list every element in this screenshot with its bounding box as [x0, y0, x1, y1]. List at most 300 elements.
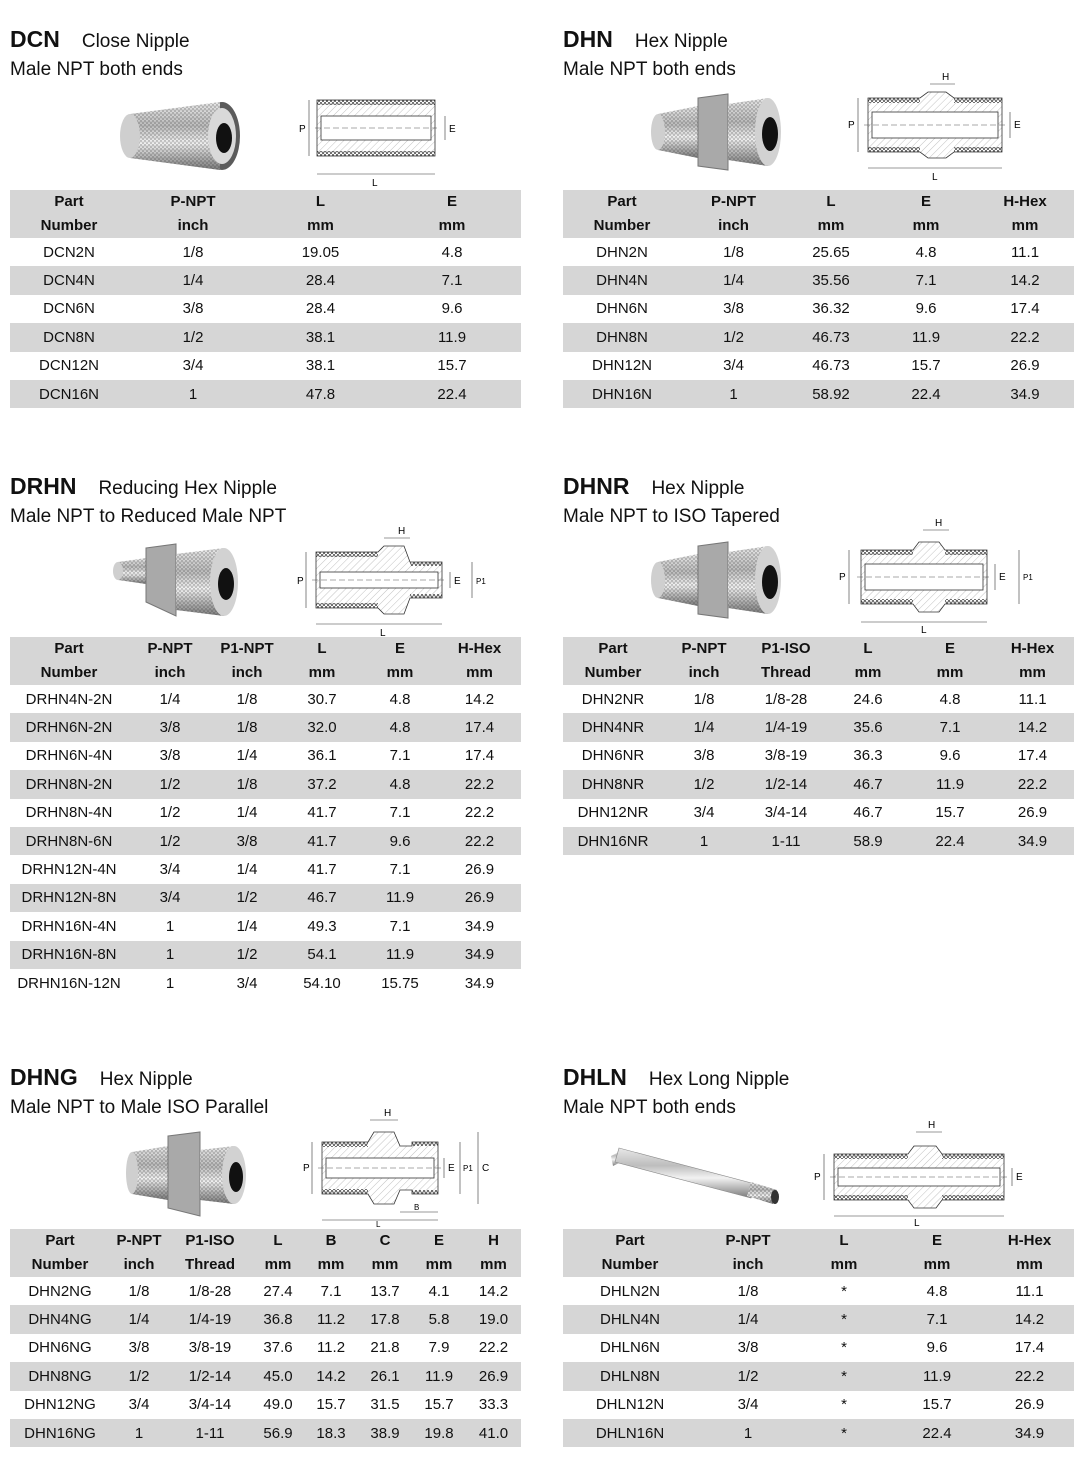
dim-label-e: E: [448, 1163, 455, 1174]
table-cell: 1: [165, 946, 175, 964]
table-cell: 25.65: [812, 243, 850, 261]
table-cell: 11.9: [911, 328, 941, 346]
table-cell: 15.7: [922, 1396, 952, 1414]
table-cell: 3/8: [236, 832, 258, 850]
table-cell: 22.2: [478, 1339, 509, 1357]
dim-label-e: E: [1016, 1172, 1023, 1183]
column-header: [10, 190, 128, 238]
table-cell: *: [841, 1424, 847, 1442]
table-cell: DHN6NG: [28, 1339, 92, 1357]
table-cell: 1/2: [159, 804, 181, 822]
table-cell: 26.9: [1010, 357, 1040, 375]
table-row: [563, 1334, 1074, 1362]
product-photo: [115, 92, 245, 178]
table-cell: 36.1: [307, 747, 337, 765]
table-cell: *: [841, 1396, 847, 1414]
dimension-drawing: [835, 516, 1045, 634]
table-cell: 41.7: [307, 832, 337, 850]
dim-label-c: C: [482, 1163, 490, 1174]
column-header: [663, 637, 745, 685]
table-cell: DHLN16N: [595, 1424, 665, 1442]
col-header: mm: [425, 1256, 453, 1273]
table-cell: 1/8-28: [188, 1282, 232, 1300]
table-cell: 15.75: [381, 974, 419, 992]
dim-label-p: P: [299, 124, 306, 135]
product-code: DHN: [563, 26, 613, 52]
table-row: [10, 912, 521, 940]
table-cell: 3/4-14: [764, 804, 808, 822]
product-subtitle: Male NPT to Reduced Male NPT: [10, 506, 287, 527]
table-cell: 3/8: [182, 300, 204, 318]
col-header: mm: [923, 1256, 951, 1273]
table-cell: 1/4-19: [764, 719, 808, 737]
table-cell: 58.9: [853, 832, 883, 850]
table-row: [10, 685, 521, 713]
col-header: mm: [317, 1256, 345, 1273]
table-row: [563, 295, 1074, 323]
col-header: mm: [480, 1256, 507, 1273]
table-cell: DHN16NR: [577, 832, 649, 850]
col-header: L: [273, 1232, 283, 1249]
col-header: Part: [615, 1232, 645, 1249]
table-cell: 11.9: [922, 1367, 952, 1385]
table-cell: 1/4: [159, 690, 181, 708]
table-row: [563, 827, 1074, 855]
table-cell: DCN8N: [43, 328, 95, 346]
col-header: mm: [264, 1256, 292, 1273]
dim-label-p1: P1: [476, 577, 486, 586]
table-cell: 58.92: [812, 385, 850, 403]
dim-label-h: H: [928, 1120, 936, 1131]
table-cell: 7.1: [441, 272, 463, 290]
table-cell: 1/2: [236, 946, 258, 964]
col-header: E: [446, 193, 457, 210]
table-cell: DRHN16N-4N: [21, 917, 117, 935]
table-cell: DHN12NG: [24, 1396, 96, 1414]
table-header-row: [10, 190, 521, 238]
table-cell: 31.5: [370, 1396, 400, 1414]
table-cell: 26.9: [464, 861, 495, 879]
product-name: Hex Nipple: [634, 31, 728, 52]
table-cell: *: [841, 1367, 847, 1385]
col-header: inch: [718, 217, 749, 234]
table-cell: 11.2: [316, 1311, 346, 1329]
product-photo: [126, 1130, 256, 1220]
table-cell: 26.9: [464, 889, 495, 907]
dim-label-p: P: [848, 120, 855, 131]
table-cell: 14.2: [464, 690, 495, 708]
table-cell: 46.7: [853, 804, 883, 822]
table-row: [10, 884, 521, 912]
table-cell: 3/4: [236, 974, 258, 992]
col-header: H-Hex: [1003, 193, 1047, 210]
table-cell: 15.7: [316, 1396, 346, 1414]
table-row: [563, 770, 1074, 798]
table-cell: DHN16N: [591, 385, 652, 403]
col-header: Number: [593, 217, 651, 234]
table-row: [10, 380, 521, 408]
table-cell: *: [841, 1282, 847, 1300]
table-cell: 11.2: [316, 1339, 346, 1357]
column-header: [362, 637, 438, 685]
table-row: [10, 941, 521, 969]
table-cell: 3/8: [159, 747, 181, 765]
table-cell: 3/8: [737, 1339, 759, 1357]
column-header: [10, 637, 128, 685]
table-cell: 34.9: [1014, 1424, 1045, 1442]
table-cell: 3/8: [723, 300, 744, 318]
dim-label-l: L: [380, 628, 386, 638]
dim-label-e: E: [454, 576, 461, 587]
dim-label-l: L: [921, 625, 927, 634]
table-cell: 11.1: [1018, 690, 1047, 708]
col-header: B: [325, 1232, 337, 1249]
table-cell: 1/4: [182, 272, 204, 290]
table-cell: 1: [165, 917, 175, 935]
col-unit: Number: [40, 217, 98, 234]
table-cell: 1/4: [236, 917, 258, 935]
col-header: mm: [466, 664, 493, 681]
table-cell: 49.3: [307, 917, 337, 935]
column-header: [745, 637, 827, 685]
table-cell: 37.2: [307, 775, 337, 793]
table-cell: DCN6N: [43, 300, 95, 318]
table-cell: 1/2: [693, 775, 715, 793]
table-cell: 46.7: [307, 889, 337, 907]
table-cell: 1/4: [236, 747, 258, 765]
col-unit: mm: [438, 217, 466, 234]
table-cell: 11.1: [1015, 1282, 1044, 1300]
column-header: [563, 1229, 697, 1277]
table-cell: 46.7: [853, 775, 883, 793]
table-cell: 4.8: [939, 690, 961, 708]
dim-label-e: E: [1014, 120, 1021, 131]
table-cell: 1/4: [737, 1311, 759, 1329]
col-header: P1-ISO: [761, 640, 811, 657]
table-cell: 17.4: [464, 747, 495, 765]
table-row: [10, 855, 521, 883]
table-cell: 30.7: [307, 690, 337, 708]
column-header: [128, 637, 212, 685]
dim-label-p: P: [814, 1172, 821, 1183]
table-row: [10, 770, 521, 798]
table-cell: DHN12N: [591, 357, 652, 375]
table-cell: 1/4: [236, 861, 258, 879]
table-cell: 22.2: [1014, 1367, 1045, 1385]
table-cell: 3/4: [182, 357, 204, 375]
table-row: [10, 1334, 521, 1362]
dim-label-h: H: [942, 72, 950, 83]
column-header: [786, 190, 876, 238]
table-row: [563, 323, 1074, 351]
col-header: E: [433, 1232, 444, 1249]
column-header: [383, 190, 521, 238]
product-name: Close Nipple: [81, 31, 190, 52]
table-cell: 4.1: [428, 1282, 450, 1300]
col-header: H-Hex: [457, 640, 502, 657]
col-header: mm: [1019, 664, 1046, 681]
table-cell: DHLN6N: [599, 1339, 660, 1357]
table-cell: DHN6N: [596, 300, 648, 318]
dim-label-h: H: [398, 526, 406, 537]
table-row: [563, 713, 1074, 741]
col-header: inch: [123, 1256, 155, 1273]
table-cell: 36.32: [812, 300, 850, 318]
column-header: [563, 637, 663, 685]
table-cell: 7.1: [926, 1311, 948, 1329]
product-code: DRHN: [10, 473, 77, 499]
table-cell: 4.8: [915, 243, 937, 261]
table-cell: 1/4: [723, 272, 744, 290]
col-header: P1-ISO: [185, 1232, 235, 1249]
col-header: P-NPT: [116, 1232, 162, 1249]
table-cell: 22.4: [922, 1424, 952, 1442]
col-header: mm: [386, 664, 414, 681]
col-header: Thread: [184, 1256, 235, 1273]
table-row: [10, 742, 521, 770]
table-cell: 13.7: [370, 1282, 400, 1300]
col-header: mm: [1011, 217, 1039, 234]
col-header: Part: [54, 193, 84, 210]
dimension-drawing: [295, 90, 465, 190]
table-cell: 15.7: [911, 357, 941, 375]
table-cell: 18.3: [316, 1424, 346, 1442]
dim-label-e: E: [999, 572, 1006, 583]
table-cell: DHN16NG: [24, 1424, 96, 1442]
column-header: [697, 1229, 799, 1277]
table-header-row: [10, 637, 521, 685]
table-cell: 3/4: [159, 889, 181, 907]
dim-label-p1: P1: [463, 1164, 473, 1173]
table-cell: 14.2: [478, 1282, 509, 1300]
table-cell: DHN12NR: [577, 804, 649, 822]
product-subtitle: Male NPT both ends: [563, 1097, 736, 1118]
product-subtitle: Male NPT to Male ISO Parallel: [10, 1097, 269, 1118]
dimension-drawing: [840, 70, 1030, 182]
table-cell: DRHN12N-8N: [21, 889, 117, 907]
col-header: mm: [936, 664, 964, 681]
table-cell: 3/8: [159, 719, 181, 737]
dimension-drawing: [298, 1106, 503, 1228]
column-header: [304, 1229, 358, 1277]
column-header: [258, 190, 383, 238]
column-header: [282, 637, 362, 685]
table-cell: DHN8N: [596, 328, 648, 346]
section-heading: [563, 1064, 789, 1091]
table-header-row: [563, 637, 1074, 685]
col-header: inch: [732, 1256, 764, 1273]
col-header: mm: [854, 664, 882, 681]
table-row: [563, 685, 1074, 713]
table-cell: 1/2-14: [764, 775, 808, 793]
table-cell: 33.3: [478, 1396, 509, 1414]
table-cell: 1-11: [771, 832, 801, 850]
column-header: [985, 1229, 1074, 1277]
table-cell: 41.0: [478, 1424, 509, 1442]
col-header: Thread: [760, 664, 811, 681]
table-cell: 4.8: [441, 243, 463, 261]
table-cell: 7.1: [939, 719, 961, 737]
table-row: [563, 266, 1074, 294]
table-cell: 34.9: [464, 946, 495, 964]
table-cell: 7.9: [428, 1339, 450, 1357]
table-row: [563, 1305, 1074, 1333]
product-code: DHLN: [563, 1064, 627, 1090]
table-cell: 38.9: [370, 1424, 400, 1442]
col-header: H-Hex: [1010, 640, 1055, 657]
table-cell: 49.0: [263, 1396, 293, 1414]
table-cell: 19.8: [424, 1424, 454, 1442]
table-cell: 15.7: [935, 804, 965, 822]
col-header: mm: [912, 217, 940, 234]
table-cell: 1: [165, 974, 175, 992]
table-cell: DRHN4N-2N: [25, 690, 113, 708]
table-cell: DHN4N: [596, 272, 648, 290]
table-cell: 4.8: [389, 690, 411, 708]
col-header: L: [863, 640, 873, 657]
table-cell: DHN4NG: [28, 1311, 92, 1329]
col-header: mm: [308, 664, 336, 681]
col-header: P1-NPT: [220, 640, 274, 657]
spec-table-dhln: [563, 1229, 1074, 1447]
column-header: [976, 190, 1074, 238]
table-row: [563, 380, 1074, 408]
table-cell: 35.56: [812, 272, 850, 290]
table-row: [563, 1419, 1074, 1447]
col-header: L: [317, 640, 327, 657]
table-cell: 3/8-19: [764, 747, 808, 765]
col-header: P-NPT: [170, 193, 216, 210]
table-cell: 11.9: [437, 328, 467, 346]
table-row: [10, 1305, 521, 1333]
table-cell: 5.8: [428, 1311, 450, 1329]
table-cell: DHN8NR: [581, 775, 645, 793]
table-cell: 3/4: [693, 804, 715, 822]
col-header: H-Hex: [1007, 1232, 1052, 1249]
table-cell: 9.6: [939, 747, 961, 765]
table-cell: 26.9: [1014, 1396, 1045, 1414]
col-header: mm: [817, 217, 845, 234]
table-cell: DHN6NR: [581, 747, 645, 765]
table-row: [563, 1362, 1074, 1390]
column-header: [212, 637, 282, 685]
table-cell: 22.2: [1017, 775, 1048, 793]
col-header: H: [488, 1232, 499, 1249]
table-cell: DHLN2N: [599, 1282, 660, 1300]
table-row: [563, 1391, 1074, 1419]
product-photo: [112, 540, 247, 625]
spec-table-dhnr: [563, 637, 1074, 855]
table-cell: 22.4: [911, 385, 941, 403]
dim-label-l: L: [932, 172, 938, 182]
column-header: [563, 190, 681, 238]
table-cell: 1/8: [236, 719, 258, 737]
table-cell: 1: [134, 1424, 144, 1442]
table-cell: 22.2: [464, 775, 495, 793]
table-cell: 1/4-19: [188, 1311, 232, 1329]
section-heading: [10, 26, 190, 53]
table-cell: 38.1: [305, 328, 336, 346]
table-row: [10, 1362, 521, 1390]
product-photo: [650, 88, 790, 178]
col-unit: mm: [307, 217, 334, 234]
table-cell: 15.7: [437, 357, 467, 375]
table-cell: 3/8: [693, 747, 715, 765]
table-cell: 1: [729, 385, 738, 403]
col-header: Number: [584, 664, 642, 681]
table-cell: 34.9: [1010, 385, 1040, 403]
spec-table-dhn: [563, 190, 1074, 408]
table-cell: 1/2: [723, 328, 744, 346]
table-cell: 1/8: [236, 690, 258, 708]
col-header: Part: [607, 193, 637, 210]
table-cell: 1/8-28: [764, 690, 808, 708]
table-cell: DRHN16N-12N: [17, 974, 121, 992]
col-header: E: [394, 640, 405, 657]
product-subtitle: Male NPT both ends: [563, 59, 736, 80]
table-cell: 17.4: [1014, 1339, 1045, 1357]
table-cell: 22.2: [464, 804, 495, 822]
column-header: [889, 1229, 985, 1277]
table-cell: DRHN16N-8N: [21, 946, 117, 964]
table-cell: 26.9: [478, 1367, 509, 1385]
col-header: Number: [601, 1256, 659, 1273]
product-name: Hex Nipple: [651, 478, 745, 499]
col-header: E: [931, 1232, 942, 1249]
table-cell: 45.0: [263, 1367, 293, 1385]
dim-label-h: H: [384, 1108, 392, 1119]
table-row: [563, 238, 1074, 266]
col-header: Number: [31, 1256, 89, 1273]
dimension-drawing: [808, 1118, 1038, 1228]
dim-label-e: E: [449, 124, 456, 135]
table-row: [563, 1277, 1074, 1305]
table-cell: 1/4: [693, 719, 715, 737]
table-cell: DRHN6N-2N: [25, 719, 113, 737]
section-heading: [10, 1064, 268, 1091]
dim-label-b: B: [414, 1203, 420, 1212]
col-header: P-NPT: [711, 193, 756, 210]
table-cell: 22.2: [1010, 328, 1040, 346]
table-cell: 28.4: [305, 300, 336, 318]
table-cell: DCN2N: [43, 243, 95, 261]
col-header: Part: [54, 640, 84, 657]
table-cell: 17.4: [1010, 300, 1040, 318]
table-cell: 46.73: [812, 328, 850, 346]
table-cell: 19.0: [478, 1311, 509, 1329]
table-cell: 46.73: [812, 357, 850, 375]
table-cell: 21.8: [370, 1339, 400, 1357]
table-cell: DHN2NG: [28, 1282, 92, 1300]
table-cell: 36.8: [263, 1311, 293, 1329]
product-name: Hex Long Nipple: [648, 1069, 790, 1090]
table-cell: DRHN8N-4N: [25, 804, 113, 822]
table-row: [563, 352, 1074, 380]
table-cell: 54.10: [303, 974, 341, 992]
table-cell: 1-11: [195, 1424, 225, 1442]
dim-label-l: L: [376, 1220, 381, 1228]
table-cell: 32.0: [307, 719, 337, 737]
table-cell: 14.2: [1014, 1311, 1045, 1329]
col-header: P-NPT: [681, 640, 727, 657]
column-header: [876, 190, 976, 238]
col-header: L: [826, 193, 836, 210]
table-row: [563, 742, 1074, 770]
product-code: DHNG: [10, 1064, 78, 1090]
table-cell: DCN16N: [38, 385, 99, 403]
table-cell: 41.7: [307, 804, 337, 822]
table-cell: 15.7: [424, 1396, 454, 1414]
